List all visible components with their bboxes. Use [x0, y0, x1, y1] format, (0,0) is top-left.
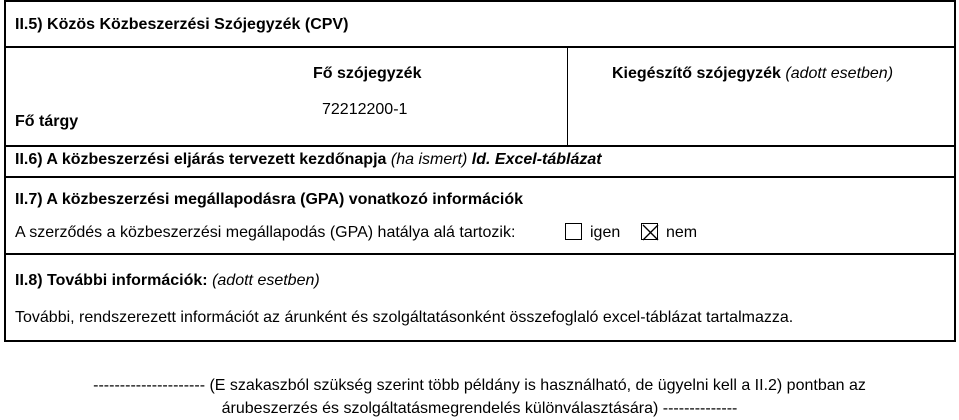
cpv-column-divider [567, 47, 568, 145]
gpa-no-checkbox[interactable] [641, 223, 658, 240]
additional-info-note: (adott esetben) [212, 272, 320, 289]
divider-gpa [4, 253, 956, 255]
cpv-row-label: Fő tárgy [15, 113, 79, 130]
cpv-col-extra-note: (adott esetben) [785, 65, 894, 82]
gpa-heading: II.7) A közbeszerzési megállapodásra (GPA) vonatkozó információk [15, 191, 523, 208]
start-date-note: (ha ismert) [390, 151, 468, 168]
gpa-yes-checkbox[interactable] [565, 223, 582, 240]
cpv-heading: II.5) Közös Közbeszerzési Szójegyzék (CPV) [15, 16, 349, 33]
divider-cpv-header [4, 46, 956, 48]
cpv-main-code: 72212200-1 [322, 101, 408, 118]
divider-cpv-bottom [4, 145, 956, 147]
footer-note-line2: árubeszerzés és szolgáltatásmegrendelés különválasztására) -------------- [221, 400, 738, 417]
footer-note-line1: --------------------- (E szakaszból szükség szerint több példány is használható, de ügyelni kell a II.2) pontban az [93, 377, 866, 394]
cpv-col-main-header: Fő szójegyzék [313, 65, 422, 82]
start-date-row [15, 150, 602, 170]
additional-info-text: További, rendszerezett információt az árunként és szolgáltatásonként összefoglaló excel-táblázat tartalmazza. [15, 309, 794, 326]
additional-info-heading: II.8) További információk: [15, 272, 208, 289]
gpa-question: A szerződés a közbeszerzési megállapodás (GPA) hatálya alá tartozik: [15, 224, 516, 241]
checkbox-cross-icon [642, 224, 659, 241]
gpa-no-label: nem [666, 224, 698, 241]
additional-info-row [15, 271, 320, 291]
gpa-yes-label: igen [590, 224, 621, 241]
divider-start [4, 176, 956, 178]
cpv-col-extra-label: Kiegészítő szójegyzék [612, 65, 781, 82]
cpv-col-extra-header [612, 64, 893, 84]
start-date-heading: II.6) A közbeszerzési eljárás tervezett kezdőnapja [15, 151, 387, 168]
start-date-reference: ld. Excel-táblázat [471, 151, 602, 168]
